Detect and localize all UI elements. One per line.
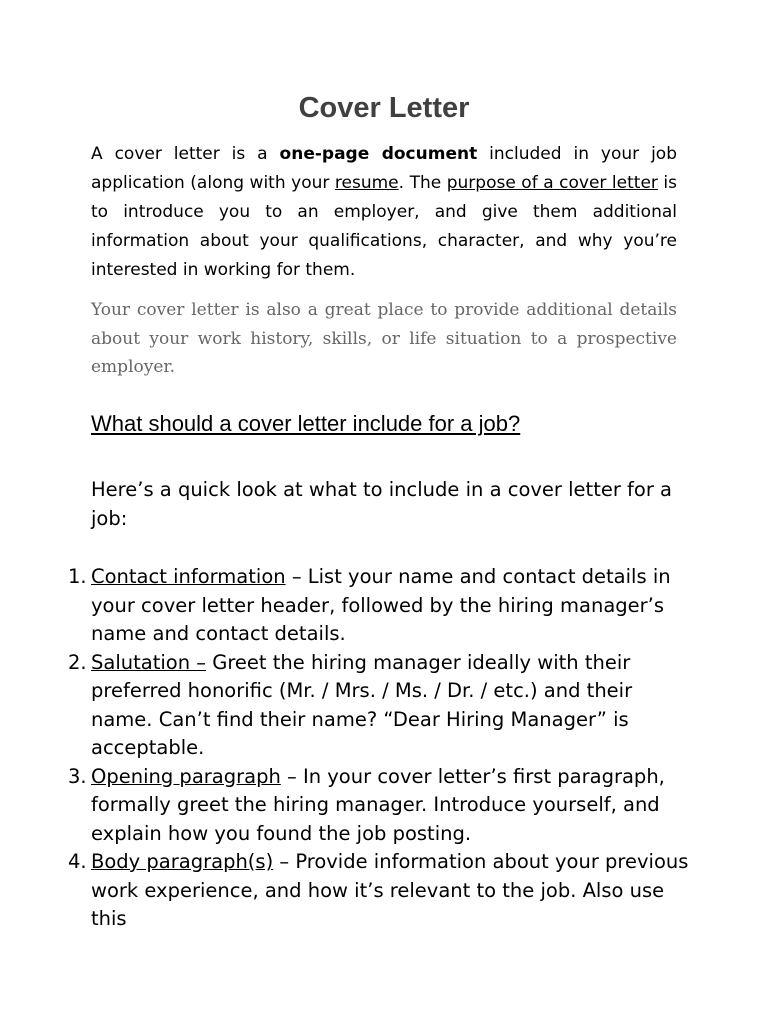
para1-text: is to introduce you to an employer, and give them additional information about your qualifications, character, and why you’re interested in working for them. bbox=[91, 173, 678, 280]
list-number: 4. bbox=[68, 850, 87, 873]
list-text: – In your cover letter’s first paragraph, formally greet the hiring manager. Introduce yourself, and explain how you found the job posting. bbox=[91, 764, 665, 845]
list-item bbox=[0, 563, 691, 649]
list-intro: Here’s a quick look at what to include in a cover letter for a job: bbox=[91, 478, 673, 530]
document-title: Cover Letter bbox=[298, 92, 470, 124]
resume-link[interactable]: resume bbox=[334, 173, 399, 193]
para1-text: A cover letter is a bbox=[91, 144, 280, 164]
list-text: Greet the hiring manager ideally with their preferred honorific (Mr. / Mrs. / Ms. / Dr. / etc.) and their name. Can’t find their name? “Dear Hiring Manager” is acceptable. bbox=[91, 650, 633, 759]
list-number: 3. bbox=[68, 764, 87, 788]
section-heading: What should a cover letter include for a job? bbox=[91, 411, 521, 436]
list-term: Contact information bbox=[91, 565, 286, 588]
list-text: – List your name and contact details in your cover letter header, followed by the hiring manager’s name and contact details. bbox=[91, 565, 671, 645]
list-text: – Provide information about your previous work experience, and how it’s relevant to the job. Also use this bbox=[91, 850, 689, 930]
list-term: Salutation – bbox=[91, 650, 207, 674]
list-number: 2. bbox=[68, 650, 87, 674]
para1-text: included in your job application (along with your bbox=[91, 144, 677, 193]
bold-phrase: one-page document bbox=[279, 144, 478, 164]
include-list bbox=[0, 563, 768, 934]
secondary-paragraph: Your cover letter is also a great place to provide additional details about your work history, skills, or life situation to a prospective employer. bbox=[91, 300, 677, 377]
para1-text: . The bbox=[398, 173, 447, 193]
list-number: 1. bbox=[68, 565, 87, 588]
intro-paragraph bbox=[91, 140, 677, 285]
list-item bbox=[0, 649, 691, 763]
purpose-link[interactable]: purpose of a cover letter bbox=[446, 173, 658, 193]
list-item bbox=[0, 763, 691, 849]
list-term: Body paragraph(s) bbox=[91, 850, 274, 873]
list-term: Opening paragraph bbox=[91, 764, 281, 788]
list-item bbox=[0, 848, 691, 934]
